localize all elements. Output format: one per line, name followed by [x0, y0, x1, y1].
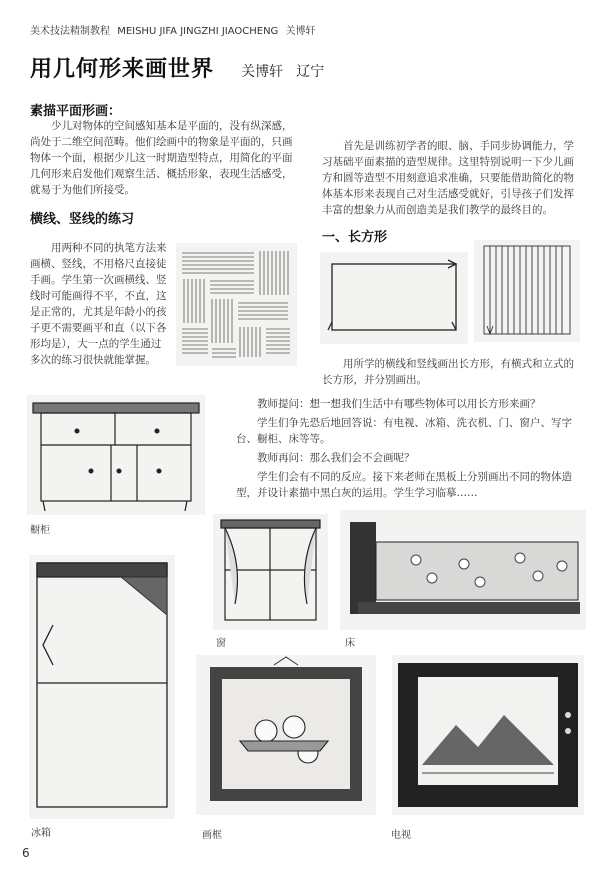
section-heading-rectangle: 一、长方形 — [322, 230, 388, 245]
horizontal-rectangle-drawing — [320, 252, 468, 344]
series-author: 关博轩 — [285, 26, 316, 37]
dialog-line: 学生们会有不同的反应。接下来老师在黑板上分别画出不同的物体造型，并设计素描中黑白灰的运用。学生学习临摹…… — [236, 471, 572, 499]
article-region: 辽宁 — [296, 64, 325, 80]
dialog-block — [236, 396, 582, 501]
page-number: 6 — [22, 846, 30, 860]
tv-drawing — [392, 655, 584, 815]
rectangle-paragraph: 用所学的横线和竖线画出长方形，有横式和立式的长方形，并分别画出。 — [322, 358, 574, 386]
article-author: 关博轩 — [241, 64, 284, 80]
intro-paragraph: 首先是训练初学者的眼、脑、手同步协调能力，学习基础平面素描的造型规律。这里特别说明一下少儿画方和圆等造型不用刻意追求准确，只要能借助简化的物体基本形来表现自己对生活感受就好，引导孩子们发挥丰富的想象力从而创造美是我们教学的最终目的。 — [322, 140, 574, 216]
dialog-line: 教师再问：那么我们会不会画呢？ — [257, 452, 415, 464]
dialog-line: 教师提问：想一想我们生活中有哪些物体可以用长方形来画？ — [257, 398, 541, 410]
caption-cabinet: 橱柜 — [30, 525, 50, 536]
caption-tv: 电视 — [391, 830, 411, 841]
sketch-paragraph: 少儿对物体的空间感知基本是平面的，没有纵深感，尚处于二维空间范畴。他们绘画中的物象是平面的，只画物体一个面，根据少儿这一时期造型特点，用简化的平面几何形来启发他们观察生活、概括形象，表现生活感受，就易于为他们所接受。 — [30, 120, 293, 196]
caption-frame: 画框 — [202, 830, 222, 841]
window-drawing — [213, 514, 328, 630]
dialog-line: 学生们争先恐后地回答说：有电视、冰箱、洗衣机、门、窗户、写字台、橱柜、床等等。 — [236, 417, 572, 445]
caption-window: 窗 — [216, 638, 226, 649]
series-title-cn: 美术技法精制教程 — [30, 26, 110, 37]
section-heading-lines: 横线、竖线的练习 — [30, 212, 135, 227]
cabinet-drawing — [27, 395, 205, 515]
lines-paragraph: 用两种不同的执笔方法来画横、竖线，不用格尺直接徒手画。学生第一次画横线、竖线时可能画得不平，不直，这是正常的，尤其是年龄小的孩子更不需要画平和直（以下各形均是），大一点的学生通过多次的练习很快就能掌握。 — [30, 242, 167, 366]
article-title: 用几何形来画世界 — [30, 56, 215, 82]
picture-frame-drawing — [196, 655, 376, 815]
article-title-row — [30, 52, 324, 83]
caption-bed: 床 — [345, 638, 355, 649]
running-header — [30, 22, 316, 37]
caption-fridge: 冰箱 — [31, 828, 51, 839]
bed-drawing — [340, 510, 586, 630]
series-title-pinyin: MEISHU JIFA JINGZHI JIAOCHENG — [117, 26, 279, 37]
vertical-rectangle-drawing — [474, 240, 580, 342]
section-heading-sketch: 素描平面形画： — [30, 104, 122, 119]
line-practice-drawing — [176, 243, 297, 366]
fridge-drawing — [29, 555, 175, 819]
